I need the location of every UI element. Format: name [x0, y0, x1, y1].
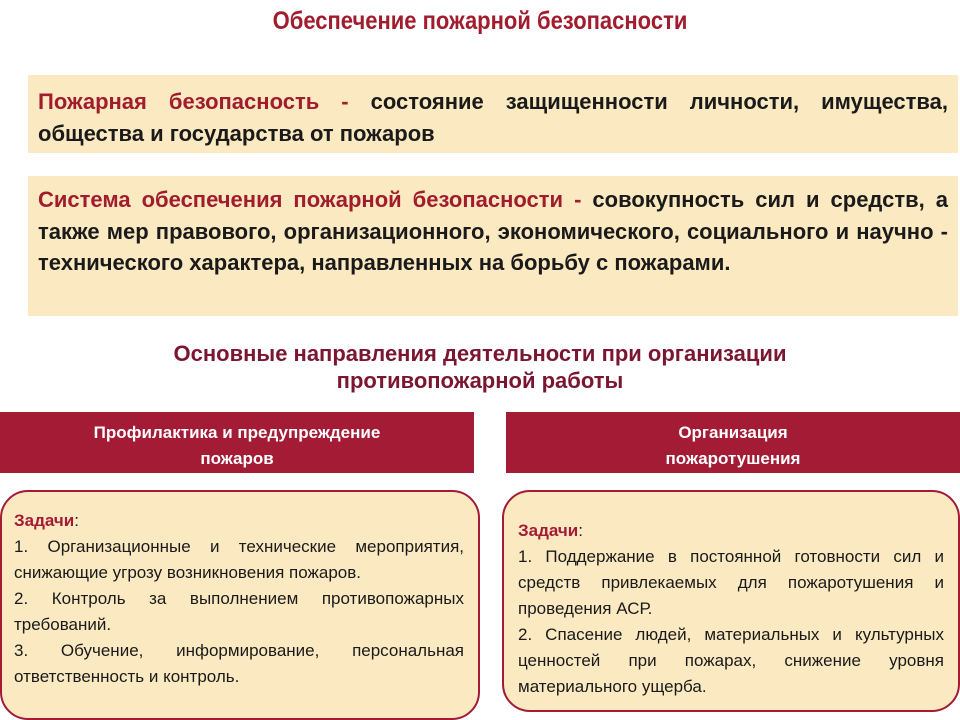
definition-text: состояние защищенности личности, имущества, общества и государства от пожаров — [38, 89, 948, 146]
task-item: 1. Организационные и технические мероприятия, снижающие угрозу возникновения пожаров. — [14, 537, 464, 582]
direction-header-firefighting — [506, 412, 960, 473]
definition-fire-safety — [28, 75, 958, 153]
definition-term: Система обеспечения пожарной безопасности — [38, 187, 564, 212]
tasks-colon: : — [74, 511, 79, 530]
tasks-box-prevention — [0, 490, 480, 720]
definition-dash: - — [574, 187, 582, 212]
definition-dash: - — [341, 89, 349, 114]
tasks-label: Задачи — [14, 511, 75, 530]
task-item: 2. Контроль за выполнением противопожарных требований. — [14, 589, 464, 634]
definition-fire-safety-system — [28, 176, 958, 316]
task-item: 2. Спасение людей, материальных и культурных ценностей при пожарах, снижение уровня материального ущерба. — [518, 625, 944, 696]
direction-header-prevention — [0, 412, 474, 473]
section-subtitle — [0, 340, 960, 394]
tasks-heading — [14, 508, 464, 534]
tasks-box-firefighting — [502, 490, 960, 712]
header-line-1: Организация — [678, 423, 788, 442]
tasks-label: Задачи — [518, 521, 579, 540]
header-line-1: Профилактика и предупреждение — [93, 423, 381, 442]
subtitle-line-1: Основные направления деятельности при организации — [173, 341, 787, 366]
tasks-heading — [518, 518, 944, 544]
task-item: 1. Поддержание в постоянной готовности сил и средств привлекаемых для пожаротушения и проведения АСР. — [518, 547, 944, 618]
task-item: 3. Обучение, информирование, персональная ответственность и контроль. — [14, 641, 464, 686]
header-line-2: пожаров — [200, 449, 274, 468]
definition-term: Пожарная безопасность — [38, 89, 320, 114]
page-title: Обеспечение пожарной безопасности — [272, 7, 688, 35]
tasks-colon: : — [578, 521, 583, 540]
subtitle-line-2: противопожарной работы — [336, 368, 624, 393]
header-line-2: пожаротушения — [665, 449, 801, 468]
definition-text: совокупность сил и средств, а также мер правового, организационного, экономического, социального и научно - технического характера, направленных на борьбу с пожарами. — [38, 187, 948, 275]
